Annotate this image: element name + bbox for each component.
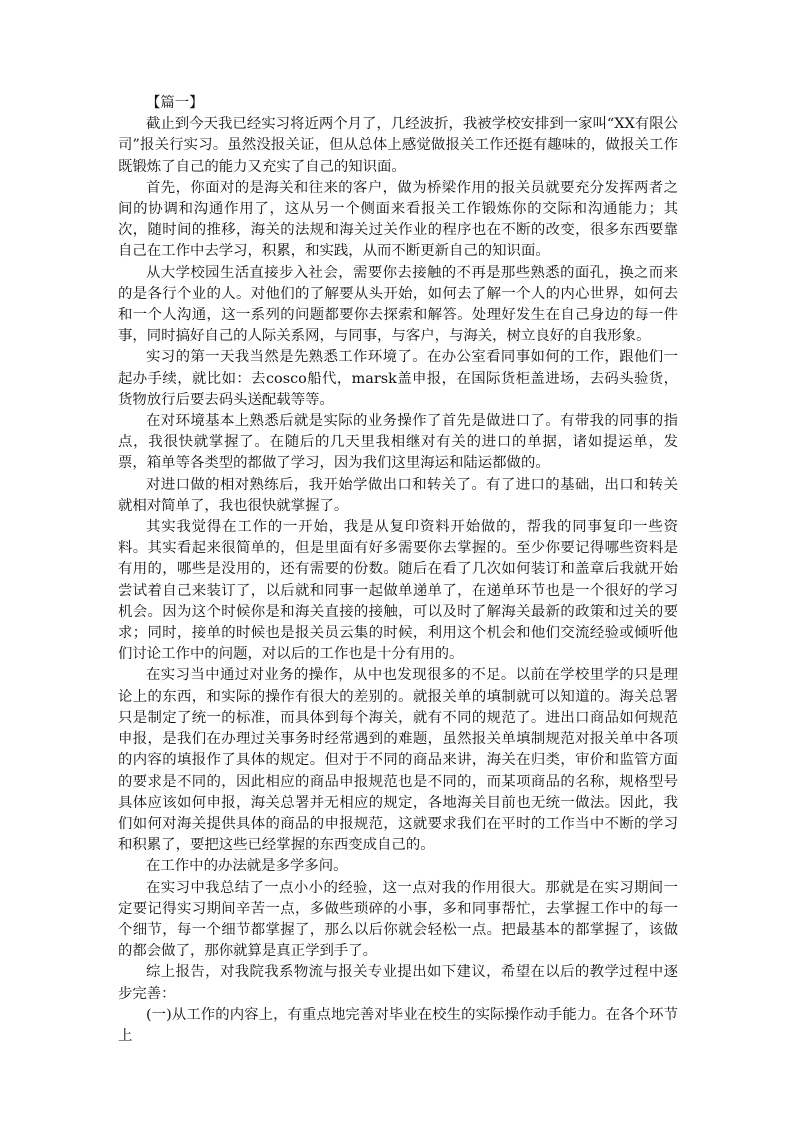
paragraph-experience: 在实习中我总结了一点小小的经验，这一点对我的作用很大。那就是在实习期间一定要记得实习期间辛苦一点，多做些琐碎的小事，多和同事帮忙，去掌握工作中的每一个细节，每一个细节都掌握了，那么以后你就会轻松一点。把最基本的都掌握了，该做的都会做了，那你就算是真正学到手了。 (118, 879, 678, 960)
paragraph-communication: 首先，你面对的是海关和往来的客户，做为桥梁作用的报关员就要充分发挥两者之间的协调和沟通作用了，这从另一个侧面来看报关工作锻炼你的交际和沟通能力；其次，随时间的推移，海关的法规和海关过关作业的程序也在不断的改变，很多东西要靠自己在工作中去学习，积累，和实践，从而不断更新自己的知识面。 (118, 179, 678, 260)
document-page (118, 93, 678, 1047)
paragraph-method: 在工作中的办法就是多学多问。 (146, 858, 348, 875)
paragraph-shortcomings: 在实习当中通过对业务的操作，从中也发现很多的不足。以前在学校里学的只是理论上的东西，和实际的操作有很大的差别的。就报关单的填制就可以知道的。海关总署只是制定了统一的标准，而具体到每个海关，就有不同的规范了。进出口商品如何规范申报，是我们在办理过关事务时经常遇到的难题，虽然报关单填制规范对报关单中各项的内容的填报作了具体的规定。但对于不同的商品来讲，海关在归类，审价和监管方面的要求是不同的，因此相应的商品申报规范也是不同的，而某项商品的名称，规格型号具体应该如何申报，海关总署并无相应的规定，各地海关目前也无统一做法。因此，我们如何对海关提供具体的商品的申报规范，这就要求我们在平时的工作当中不断的学习和积累了，要把这些已经掌握的东西变成自己的。 (118, 667, 678, 854)
paragraph-intro: 截止到今天我已经实习将近两个月了，几经波折，我被学校安排到一家叫“XX有限公司”报关行实习。虽然没报关证，但从总体上感觉做报关工作还挺有趣味的，做报关工作既锻炼了自己的能力又充实了自己的知识面。 (118, 116, 678, 175)
section-heading: 【篇一】 (146, 95, 204, 111)
paragraph-import: 在对环境基本上熟悉后就是实际的业务操作了首先是做进口了。有带我的同事的指点，我很快就掌握了。在随后的几天里我相继对有关的进口的单据，诸如提运单，发票，箱单等各类型的都做了学习，因为我们这里海运和陆运都做的。 (118, 413, 678, 472)
paragraph-suggestions: 综上报告，对我院我系物流与报关专业提出如下建议，希望在以后的教学过程中逐步完善： (118, 964, 678, 1002)
paragraph-export: 对进口做的相对熟练后，我开始学做出口和转关了。有了进口的基础，出口和转关就相对简单了，我也很快就掌握了。 (118, 476, 678, 514)
paragraph-suggestion-one: (一)从工作的内容上，有重点地完善对毕业在校生的实际操作动手能力。在各个环节上 (118, 1006, 678, 1044)
paragraph-society: 从大学校园生活直接步入社会，需要你去接触的不再是那些熟悉的面孔，换之而来的是各行个业的人。对他们的了解要从头开始，如何去了解一个人的内心世界，如何去和一个人沟通，这一系列的问题都要你去探索和解答。处理好发生在自己身边的每一件事，同时搞好自己的人际关系网，与同事，与客户，与海关，树立良好的自我形象。 (118, 264, 678, 345)
paragraph-first-day: 实习的第一天我当然是先熟悉工作环境了。在办公室看同事如何的工作，跟他们一起办手续，就比如：去cosco船代，marsk盖申报，在国际货柜盖进场，去码头验货，货物放行后要去码头送配载等等。 (118, 349, 678, 408)
paragraph-copying: 其实我觉得在工作的一开始，我是从复印资料开始做的，帮我的同事复印一些资料。其实看起来很简单的，但是里面有好多需要你去掌握的。至少你要记得哪些资料是有用的，哪些是没用的，还有需要的份数。随后在看了几次如何装订和盖章后我就开始尝试着自己来装订了，以后就和同事一起做单递单了，在递单环节也是一个很好的学习机会。因为这个时候你是和海关直接的接触，可以及时了解海关最新的政策和过关的要求；同时，接单的时候也是报关员云集的时候，利用这个机会和他们交流经验或倾听他们讨论工作中的问题，对以后的工作也是十分有用的。 (118, 519, 678, 663)
